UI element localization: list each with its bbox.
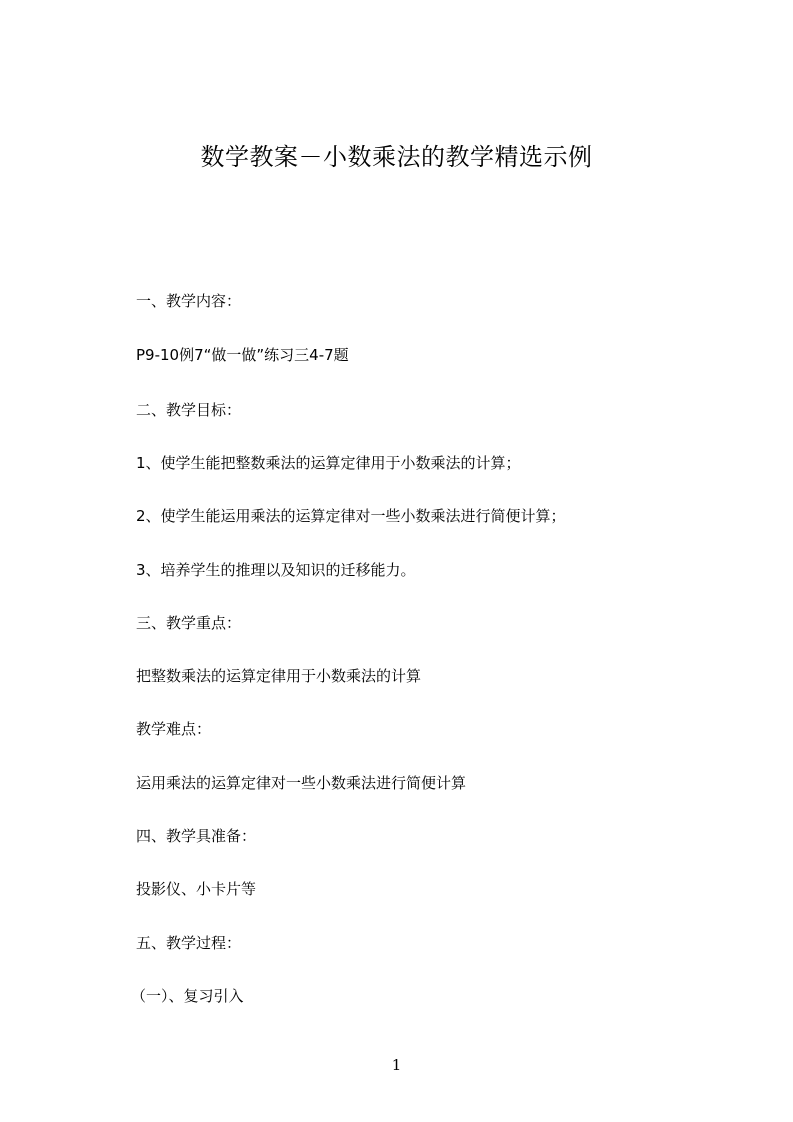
section-heading-content: 一、教学内容： <box>136 292 242 310</box>
page-title: 数学教案－小数乘法的教学精选示例 <box>200 143 593 171</box>
section-heading-process: 五、教学过程： <box>136 934 242 952</box>
section-heading-key-points: 三、教学重点： <box>136 614 242 632</box>
key-points-text: 把整数乘法的运算定律用于小数乘法的计算 <box>136 667 422 685</box>
content-text: P9-10例7“做一做”练习三4-7题 <box>136 346 349 364</box>
objective-item-2: 2、使学生能运用乘法的运算定律对一些小数乘法进行简便计算； <box>136 507 566 525</box>
section-heading-materials: 四、教学具准备： <box>136 827 257 845</box>
objective-item-3: 3、培养学生的推理以及知识的迁移能力。 <box>136 561 416 579</box>
page-number: 1 <box>391 1056 402 1074</box>
difficulties-text: 运用乘法的运算定律对一些小数乘法进行简便计算 <box>136 774 467 792</box>
objective-item-1: 1、使学生能把整数乘法的运算定律用于小数乘法的计算； <box>136 454 521 472</box>
process-step-1: （一）、复习引入 <box>131 987 244 1005</box>
materials-text: 投影仪、小卡片等 <box>136 880 257 898</box>
section-heading-objectives: 二、教学目标： <box>136 401 242 419</box>
subheading-difficulties: 教学难点： <box>136 720 212 738</box>
